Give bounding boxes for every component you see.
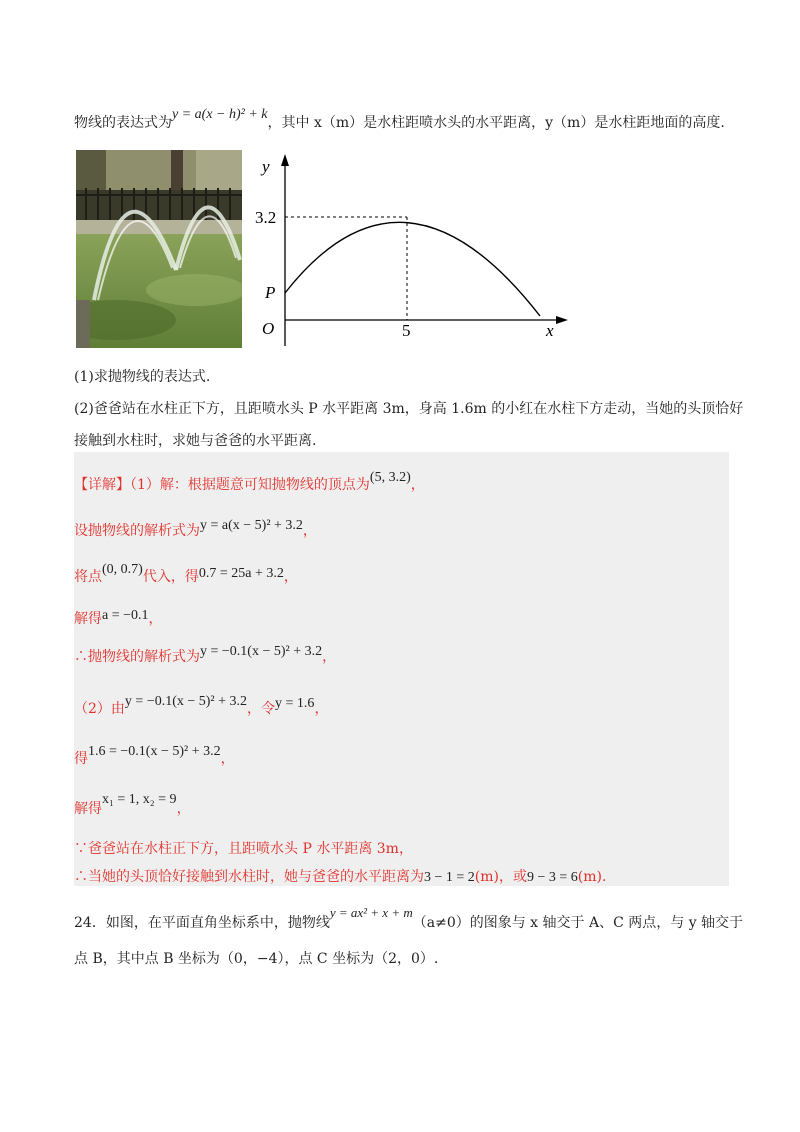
equation-to-solve: 1.6 = −0.1(x − 5)² + 3.2 [88, 744, 221, 759]
origin-label: O [262, 319, 275, 338]
y-tick-label: 3.2 [255, 208, 277, 227]
solution-line-5-text: ∴抛物线的解析式为 [74, 649, 200, 665]
solution-line-6-text-b: ，令 [247, 701, 276, 717]
solution-line-3-end: ， [283, 569, 298, 585]
solution-line-10-text: ∴当她的头顶恰好接触到水柱时，她与爸爸的水平距离为 [74, 869, 424, 885]
distance-1: 3 − 1 = 2 [424, 870, 475, 885]
intro-line [74, 107, 725, 132]
problem-24-text-b: （a≠0）的图象与 x 轴交于 A、C 两点，与 y 轴交于 [412, 915, 744, 931]
formula-restated: y = −0.1(x − 5)² + 3.2 [124, 694, 248, 709]
x-tick-label: 5 [402, 321, 411, 340]
solution-line-2-end: ， [302, 523, 317, 539]
solution-line-10 [74, 866, 606, 886]
solution-line-8-text: 解得 [74, 801, 102, 817]
parabola-curve [285, 222, 540, 316]
question-2-line-1: (2)爸爸站在水柱正下方，且距喷水头 P 水平距离 3m，身高 1.6m 的小红在水柱下方走动，当她的头顶恰好 [74, 401, 744, 417]
solution-panel [74, 452, 729, 886]
solution-line-2 [74, 520, 317, 540]
solution-line-5-end: ， [322, 649, 337, 665]
solution-line-2-text: 设抛物线的解析式为 [74, 523, 200, 539]
roots: x₁ = 1, x₂ = 9 [102, 792, 177, 807]
solution-line-7 [74, 744, 235, 768]
distance-1-unit: (m) [474, 869, 499, 885]
fountain-photo [76, 150, 242, 348]
solution-line-4-text: 解得 [74, 611, 102, 627]
question-1: (1)求抛物线的表达式. [74, 369, 211, 385]
problem-24-line-1 [74, 905, 744, 932]
solution-line-8 [74, 792, 191, 818]
solution-line-1 [74, 470, 425, 494]
x-axis-label: x [546, 321, 554, 340]
solution-line-7-end: ， [220, 751, 235, 767]
solution-line-5 [74, 646, 336, 666]
y-value: y = 1.6 [275, 696, 315, 711]
x-axis-arrow [556, 316, 568, 324]
solution-line-4-end: ， [148, 611, 163, 627]
problem-24-formula: y = ax² + x + m [329, 905, 413, 920]
solution-line-8-end: ， [176, 801, 191, 817]
y-axis-arrow [281, 154, 289, 166]
solution-line-1-text: 【详解】（1）解：根据题意可知抛物线的顶点为 [74, 477, 370, 493]
intro-suffix: ，其中 x（m）是水柱距喷水头的水平距离，y（m）是水柱距地面的高度. [267, 115, 725, 131]
solution-line-10-or: ，或 [499, 869, 527, 885]
p-label: P [265, 283, 276, 302]
intro-formula: y = a(x − h)² + k [172, 107, 268, 122]
vertex-coordinates: (5, 3.2) [369, 470, 411, 485]
solution-line-6-end: ， [314, 701, 329, 717]
a-value: a = −0.1 [102, 608, 149, 623]
solution-line-3-text-b: 代入，得 [142, 569, 199, 585]
substitution-equation: 0.7 = 25a + 3.2 [198, 566, 284, 581]
solution-line-7-text: 得 [74, 751, 88, 767]
solution-line-6-text-a: （2）由 [74, 701, 125, 717]
solution-line-4 [74, 608, 163, 628]
final-formula: y = −0.1(x − 5)² + 3.2 [200, 644, 323, 659]
parabola-graph [250, 150, 570, 354]
problem-24-text-a: 24．如图，在平面直角坐标系中，抛物线 [74, 915, 330, 931]
intro-prefix: 物线的表达式为 [74, 115, 172, 131]
solution-line-1-end: ， [410, 477, 425, 493]
general-formula: y = a(x − 5)² + 3.2 [200, 518, 303, 533]
solution-line-3-text-a: 将点 [74, 569, 102, 585]
distance-2: 9 − 3 = 6 [527, 870, 578, 885]
solution-line-3 [74, 562, 298, 586]
solution-line-6 [74, 694, 329, 718]
question-2-line-2: 接触到水柱时，求她与爸爸的水平距离. [74, 433, 317, 449]
solution-line-10-end: . [602, 869, 607, 885]
distance-2-unit: (m) [577, 869, 602, 885]
point-coordinates: (0, 0.7) [102, 562, 143, 577]
y-axis-label: y [262, 157, 270, 176]
problem-24-line-2: 点 B，其中点 B 坐标为（0，−4），点 C 坐标为（2，0）. [74, 951, 439, 967]
solution-line-9: ∵爸爸站在水柱正下方，且距喷水头 P 水平距离 3m， [74, 841, 413, 857]
